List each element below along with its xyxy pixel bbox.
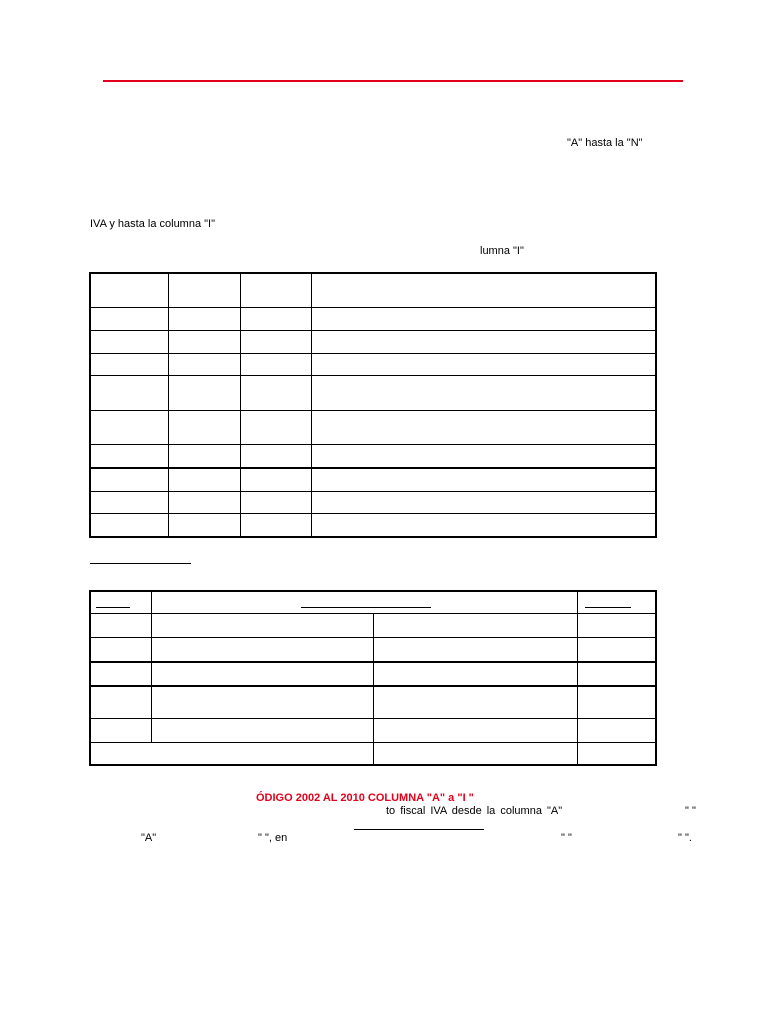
paragraph-3-fragment: lumna "I" [480,245,524,257]
table-row [89,491,657,492]
header-mark [96,607,130,608]
section-line-1-quotes: " " [685,805,696,817]
table-row [89,410,657,411]
table-row [89,742,657,743]
table-row [89,353,657,354]
section-line-2-en: " ", en [258,832,288,844]
table-row [89,513,657,514]
header-mark [301,607,431,608]
header-mark [585,607,631,608]
section-heading: ÓDIGO 2002 AL 2010 COLUMNA "A" a "I " [256,792,474,804]
table-row [89,685,657,687]
table-row [89,718,657,719]
section-line-underline [354,829,484,830]
table-row [89,330,657,331]
header-rule [103,80,683,82]
table-row [89,444,657,445]
paragraph-2-fragment: IVA y hasta la columna "I" [90,218,216,230]
table-row [89,467,657,469]
section-line-2-q2: " ". [678,832,692,844]
table-row [89,375,657,376]
section-line-1: to fiscal IVA desde la columna "A" [386,805,563,817]
table-row [89,637,657,638]
section-line-2-q1: " " [561,832,572,844]
paragraph-1-fragment: "A" hasta la "N" [567,137,643,149]
section-line-2-a: "A" [141,832,157,844]
table-row [89,307,657,308]
table-row [89,613,657,614]
section-underline [90,563,191,564]
table-row [89,661,657,663]
